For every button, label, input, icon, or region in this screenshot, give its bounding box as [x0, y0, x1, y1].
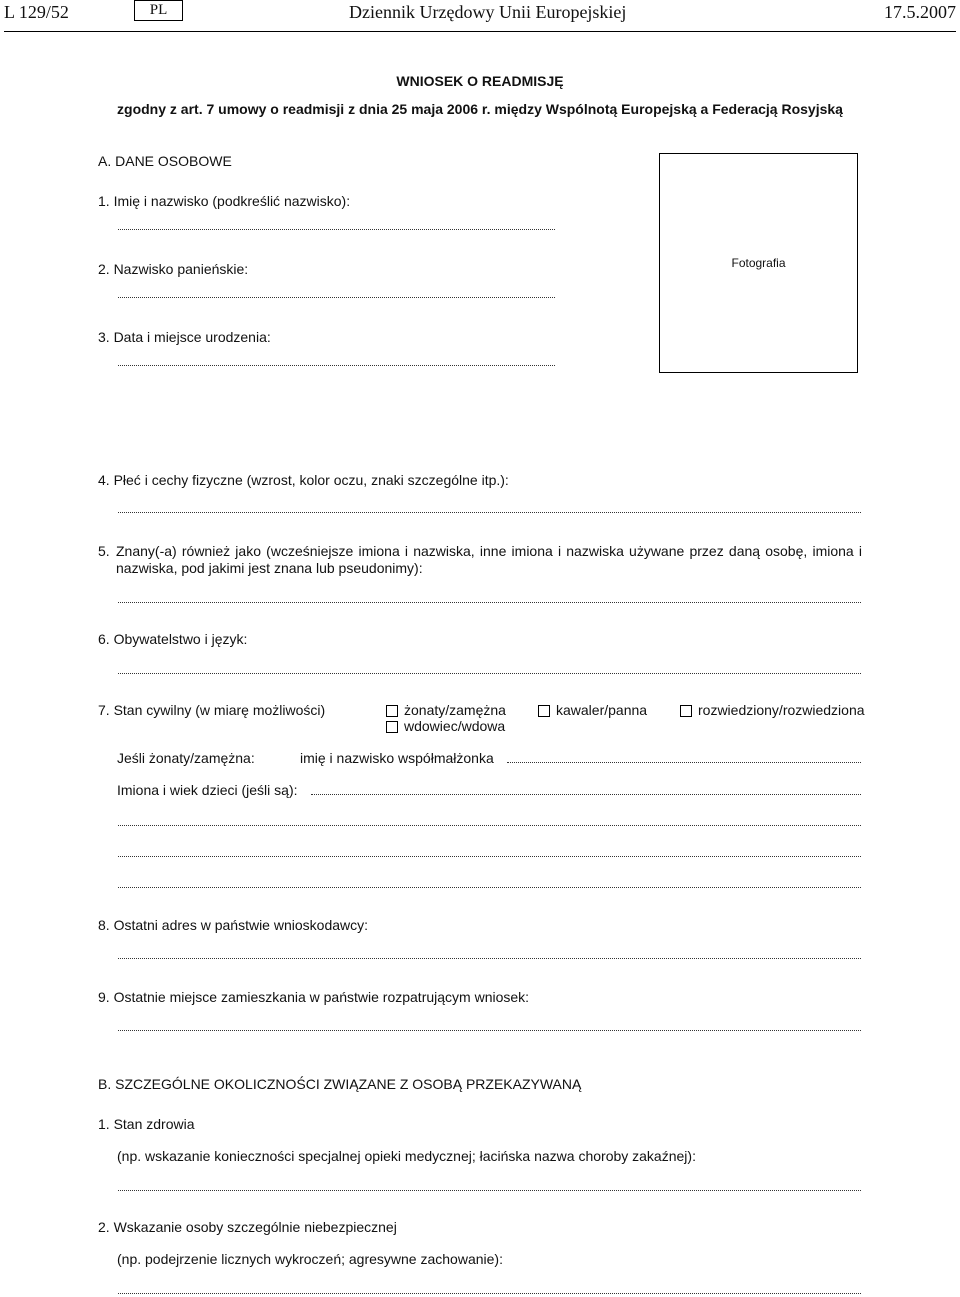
field-b1-note: (np. wskazanie konieczności specjalnej opieki medycznej; łacińska nazwa choroby zakaźnej):: [117, 1148, 696, 1164]
checkbox-widowed[interactable]: [386, 721, 398, 733]
field-5-label: Znany(-a) również jako (wcześniejsze imiona i nazwiska, inne imiona i nazwiska używane przez daną osobę, imiona i nazwiska, pod jakimi jest znana lub pseudonimy):: [116, 543, 862, 576]
field-3-line[interactable]: [118, 365, 555, 366]
option-single: kawaler/panna: [556, 702, 648, 718]
field-9-label: 9. Ostatnie miejsce zamieszkania w państwie rozpatrującym wniosek:: [98, 989, 530, 1005]
children-line-2[interactable]: [118, 825, 861, 826]
page-ref: L 129/52: [4, 2, 69, 22]
option-divorced: rozwiedziony/rozwiedziona: [698, 702, 865, 718]
spouse-line[interactable]: [507, 762, 861, 763]
field-5-number: 5.: [98, 543, 110, 559]
publication-date: 17.5.2007: [884, 2, 956, 22]
header-rule: [4, 31, 956, 32]
married-label: Jeśli żonaty/zamężna:: [117, 750, 255, 766]
children-line-4[interactable]: [118, 887, 861, 888]
children-line-3[interactable]: [118, 856, 861, 857]
field-6-line[interactable]: [118, 673, 861, 674]
section-a-heading: A. DANE OSOBOWE: [98, 153, 232, 169]
field-7-label: 7. Stan cywilny (w miarę możliwości): [98, 702, 326, 718]
checkbox-married[interactable]: [386, 705, 398, 717]
form-title: WNIOSEK O READMISJĘ: [396, 73, 564, 89]
field-5-line[interactable]: [118, 602, 861, 603]
field-b1-line[interactable]: [118, 1190, 861, 1191]
language-badge: PL: [134, 0, 183, 21]
photo-box: [659, 153, 858, 373]
field-b2-note: (np. podejrzenie licznych wykroczeń; agresywne zachowanie):: [117, 1251, 503, 1267]
field-b1-label: 1. Stan zdrowia: [98, 1116, 195, 1132]
field-b2-line[interactable]: [118, 1293, 861, 1294]
children-label: Imiona i wiek dzieci (jeśli są):: [117, 782, 298, 798]
field-8-line[interactable]: [118, 958, 861, 959]
field-8-label: 8. Ostatni adres w państwie wnioskodawcy:: [98, 917, 369, 933]
field-3-label: 3. Data i miejsce urodzenia:: [98, 329, 271, 345]
journal-title: Dziennik Urzędowy Unii Europejskiej: [349, 2, 627, 22]
checkbox-divorced[interactable]: [680, 705, 692, 717]
field-4-label: 4. Płeć i cechy fizyczne (wzrost, kolor oczu, znaki szczególne itp.):: [98, 472, 509, 488]
field-1-line[interactable]: [118, 229, 555, 230]
field-6-label: 6. Obywatelstwo i język:: [98, 631, 248, 647]
option-married: żonaty/zamężna: [404, 702, 506, 718]
field-1-label: 1. Imię i nazwisko (podkreślić nazwisko):: [98, 193, 351, 209]
field-2-line[interactable]: [118, 297, 555, 298]
field-2-label: 2. Nazwisko panieńskie:: [98, 261, 249, 277]
spouse-label: imię i nazwisko współmałżonka: [300, 750, 494, 766]
field-b2-label: 2. Wskazanie osoby szczególnie niebezpiecznej: [98, 1219, 397, 1235]
children-line-1[interactable]: [311, 794, 861, 795]
field-4-line[interactable]: [118, 512, 861, 513]
form-subtitle: zgodny z art. 7 umowy o readmisji z dnia 25 maja 2006 r. między Wspólnotą Europejską a Federacją Rosyjską: [117, 101, 843, 117]
section-b-heading: B. SZCZEGÓLNE OKOLICZNOŚCI ZWIĄZANE Z OSOBĄ PRZEKAZYWANĄ: [98, 1076, 582, 1092]
option-widowed: wdowiec/wdowa: [404, 718, 506, 734]
checkbox-single[interactable]: [538, 705, 550, 717]
photo-label: Fotografia: [731, 256, 786, 270]
field-9-line[interactable]: [118, 1030, 861, 1031]
